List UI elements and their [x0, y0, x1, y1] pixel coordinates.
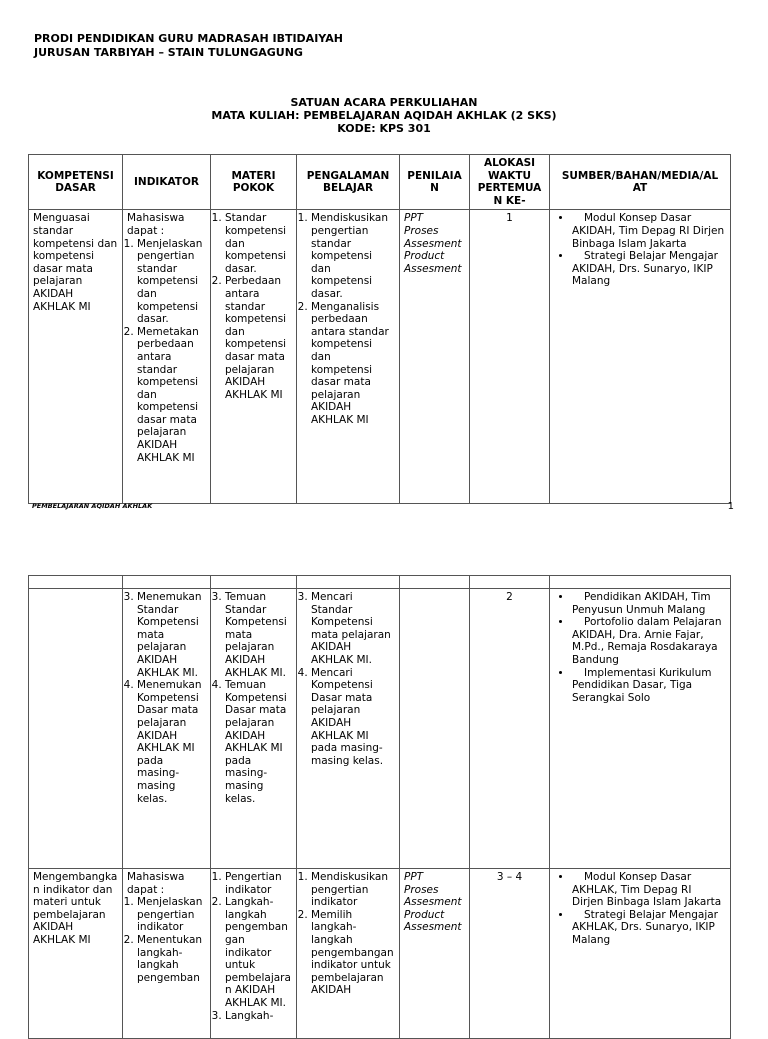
col-header-alokasi: ALOKASI WAKTU PERTEMUA N KE- — [470, 155, 550, 210]
kompetensi-cell: Menguasai standar kompetensi dan kompetensi dasar mata pelajaran AKIDAH AKHLAK MI — [29, 210, 123, 504]
table-row — [29, 869, 731, 1039]
penilaian-item: PPT — [404, 871, 424, 883]
penilaian-item: Product Assesment — [404, 250, 462, 275]
list-item: • Modul Konsep Dasar AKIDAH, Tim Depag RI Dirjen Binbaga Islam Jakarta — [572, 212, 726, 250]
sumber-list — [554, 212, 726, 288]
list-item: 1. Standar kompetensi dan kompetensi dasar. — [225, 212, 292, 275]
kompetensi-cell: Mengembangkan indikator dan materi untuk pembelajaran AKIDAH AKHLAK MI — [29, 869, 123, 1039]
col-header-materi: MATERI POKOK — [211, 155, 297, 210]
penilaian-cell — [400, 210, 470, 504]
sumber-list — [554, 591, 726, 704]
penilaian-item: PPT — [404, 212, 424, 225]
alokasi-cell: 1 — [470, 210, 550, 504]
empty-cell — [400, 576, 470, 589]
list-item: 2. Memetakan perbedaan antara standar kompetensi dan kompetensi dasar mata pelajaran AKIDAH AKHLAK MI — [137, 326, 206, 465]
page-footer-title: PEMBELAJARAN AQIDAH AKHLAK — [32, 502, 153, 510]
indikator-list — [127, 591, 206, 805]
empty-cell — [297, 576, 400, 589]
pengalaman-cell — [297, 869, 400, 1039]
materi-cell — [211, 869, 297, 1039]
col-header-penilaian: PENILAIA N — [400, 155, 470, 210]
table-header-row — [29, 155, 731, 210]
kompetensi-cell — [29, 589, 123, 869]
list-item: 2. Langkah-langkah pengembangan indikator untuk pembelajaran AKIDAH AKHLAK MI. — [225, 896, 292, 1009]
list-item: 3. Menemukan Standar Kompetensi mata pelajaran AKIDAH AKHLAK MI. — [137, 591, 206, 679]
indikator-cell — [123, 869, 211, 1039]
sumber-list — [554, 871, 726, 947]
list-item: 2. Menentukan langkah-langkah pengemban — [137, 934, 206, 984]
pengalaman-list — [301, 591, 395, 767]
header-line-2: JURUSAN TARBIYAH – STAIN TULUNGAGUNG — [34, 46, 303, 59]
empty-cell — [550, 576, 731, 589]
list-item: 1. Mendiskusikan pengertian standar kompetensi dan kompetensi dasar. — [311, 212, 395, 300]
table-row — [29, 589, 731, 869]
list-item: 1. Menjelaskan pengertian indikator — [137, 896, 206, 934]
sumber-cell — [550, 869, 731, 1039]
empty-cell — [211, 576, 297, 589]
list-item: 1. Mendiskusikan pengertian indikator — [311, 871, 395, 909]
document-title — [0, 96, 768, 135]
list-item: 1. Menjelaskan pengertian standar kompetensi dan kompetensi dasar. — [137, 238, 206, 326]
indikator-intro: Mahasiswa dapat : — [127, 212, 185, 237]
list-item: • Implementasi Kurikulum Pendidikan Dasar, Tiga Serangkai Solo — [572, 667, 726, 705]
pengalaman-cell — [297, 589, 400, 869]
list-item: 3. Mencari Standar Kompetensi mata pelajaran AKIDAH AKHLAK MI. — [311, 591, 395, 667]
sumber-cell — [550, 210, 731, 504]
indikator-list — [127, 238, 206, 465]
penilaian-item: Product Assesment — [404, 908, 462, 934]
list-item: 4. Temuan Kompetensi Dasar mata pelajaran AKIDAH AKHLAK MI pada masing-masing kelas. — [225, 679, 292, 805]
penilaian-item: Proses Assesment — [404, 224, 462, 250]
penilaian-item: Proses Assesment — [404, 883, 462, 909]
empty-cell — [123, 576, 211, 589]
list-item: 4. Mencari Kompetensi Dasar mata pelajaran AKIDAH AKHLAK MI pada masing-masing kelas. — [311, 667, 395, 768]
title-line-1: SATUAN ACARA PERKULIAHAN — [290, 96, 478, 109]
sap-table-page-2 — [28, 575, 731, 1039]
indikator-cell — [123, 210, 211, 504]
list-item: 4. Menemukan Kompetensi Dasar mata pelajaran AKIDAH AKHLAK MI pada masing-masing kelas. — [137, 679, 206, 805]
title-line-2: MATA KULIAH: PEMBELAJARAN AQIDAH AKHLAK (2 SKS) — [211, 109, 557, 122]
empty-cell — [29, 576, 123, 589]
institution-header — [34, 32, 343, 60]
sap-table-page-1 — [28, 154, 731, 504]
indikator-list — [127, 896, 206, 984]
alokasi-cell: 2 — [470, 589, 550, 869]
list-item: • Strategi Belajar Mengajar AKIDAH, Drs. Sunaryo, IKIP Malang — [572, 250, 726, 288]
empty-cell — [470, 576, 550, 589]
indikator-intro: Mahasiswa dapat : — [127, 871, 185, 896]
list-item: 1. Pengertian indikator — [225, 871, 292, 896]
materi-list — [215, 591, 292, 805]
list-item: 3. Langkah- — [225, 1010, 292, 1023]
sumber-cell — [550, 589, 731, 869]
header-line-1: PRODI PENDIDIKAN GURU MADRASAH IBTIDAIYAH — [34, 32, 343, 45]
col-header-indikator: INDIKATOR — [123, 155, 211, 210]
page-number: 1 — [727, 501, 734, 512]
list-item: • Pendidikan AKIDAH, Tim Penyusun Unmuh Malang — [572, 591, 726, 616]
col-header-kompetensi: KOMPETENSI DASAR — [29, 155, 123, 210]
table-row — [29, 576, 731, 589]
pengalaman-list — [301, 871, 395, 997]
alokasi-cell: 3 – 4 — [470, 869, 550, 1039]
materi-cell — [211, 589, 297, 869]
materi-list — [215, 871, 292, 1022]
col-header-pengalaman: PENGALAMAN BELAJAR — [297, 155, 400, 210]
penilaian-cell — [400, 589, 470, 869]
pengalaman-cell — [297, 210, 400, 504]
list-item: • Modul Konsep Dasar AKHLAK, Tim Depag RI Dirjen Binbaga Islam Jakarta — [572, 871, 726, 909]
list-item: • Portofolio dalam Pelajaran AKIDAH, Dra. Arnie Fajar, M.Pd., Remaja Rosdakaraya Bandung — [572, 616, 726, 666]
list-item: • Strategi Belajar Mengajar AKHLAK, Drs. Sunaryo, IKIP Malang — [572, 909, 726, 947]
materi-cell — [211, 210, 297, 504]
pengalaman-list — [301, 212, 395, 426]
title-line-3: KODE: KPS 301 — [337, 122, 431, 135]
list-item: 2. Memilih langkah-langkah pengembangan indikator untuk pembelajaran AKIDAH — [311, 909, 395, 997]
list-item: 3. Temuan Standar Kompetensi mata pelajaran AKIDAH AKHLAK MI. — [225, 591, 292, 679]
materi-list — [215, 212, 292, 401]
list-item: 2. Perbedaan antara standar kompetensi dan kompetensi dasar mata pelajaran AKIDAH AKHLAK MI — [225, 275, 292, 401]
indikator-cell — [123, 589, 211, 869]
penilaian-cell — [400, 869, 470, 1039]
table-row — [29, 210, 731, 504]
col-header-sumber: SUMBER/BAHAN/MEDIA/AL AT — [550, 155, 731, 210]
list-item: 2. Menganalisis perbedaan antara standar kompetensi dan kompetensi dasar mata pelajaran AKIDAH AKHLAK MI — [311, 301, 395, 427]
